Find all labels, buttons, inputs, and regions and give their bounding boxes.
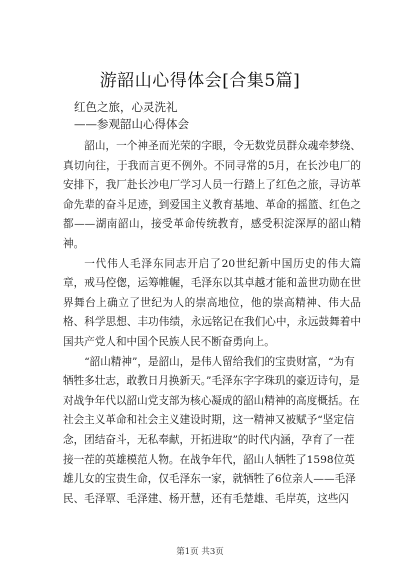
subtitle-line-1: 红色之旅，心灵洗礼 [74,100,178,114]
paragraph-2: 一代伟人毛泽东同志开启了20世纪新中国历史的伟大篇章，戒马倥偬，运筹帷幄，毛泽东以其卓越才能和盖世功勋在世界舞台上确立了世纪为人的崇高地位，他的崇高精神、伟大品格、科学思想、丰功伟绩，永远铭记在我们心中，永远鼓舞着中国共产党人和中国个民族人民不断奋勇向上。 [63,257,361,348]
subtitle-line-2: ——参观韶山心得体会 [74,117,189,131]
document-body [63,137,361,509]
paragraph-1: 韶山，一个神圣而光荣的字眼，令无数党员群众魂牵梦绕、真切向往，于我而言更不例外。不同寻常的5月，在长沙电厂的安排下，我厂赴长沙电厂学习人员一行踏上了红色之旅，寻访革命先辈的奋斗足迹，到爱国主义教育基地、革命的摇篮、红色之都——湖南韶山，接受革命传统教育，感受积淀深厚的韶山精神。 [63,140,361,250]
paragraph-3: “韶山精神”，是韶山，是伟人留给我们的宝贵财富，“为有牺牲多壮志，敢教日月换新天。”毛泽东字字珠玑的豪迈诗句，是对战争年代以韶山党支部为核心凝成的韶山精神的高度概括。在社会主义革命和社会主义建设时期，这一精神又被赋予“坚定信念，团结奋斗，无私奉献，开拓进取”的时代内涵，孕育了一茬接一茬的英雄模范人物。在战争年代，韶山人牺牲了1598位英雄儿女的宝贵生命，仅毛泽东一家，就牺牲了6位亲人——毛泽民、毛泽覃、毛泽建、杨开慧，还有毛楚雄、毛岸英，这些闪 [63,355,360,505]
document-title: 游韶山心得体会[合集5篇] [99,71,301,91]
page-footer: 第1页 共3页 [176,547,224,557]
